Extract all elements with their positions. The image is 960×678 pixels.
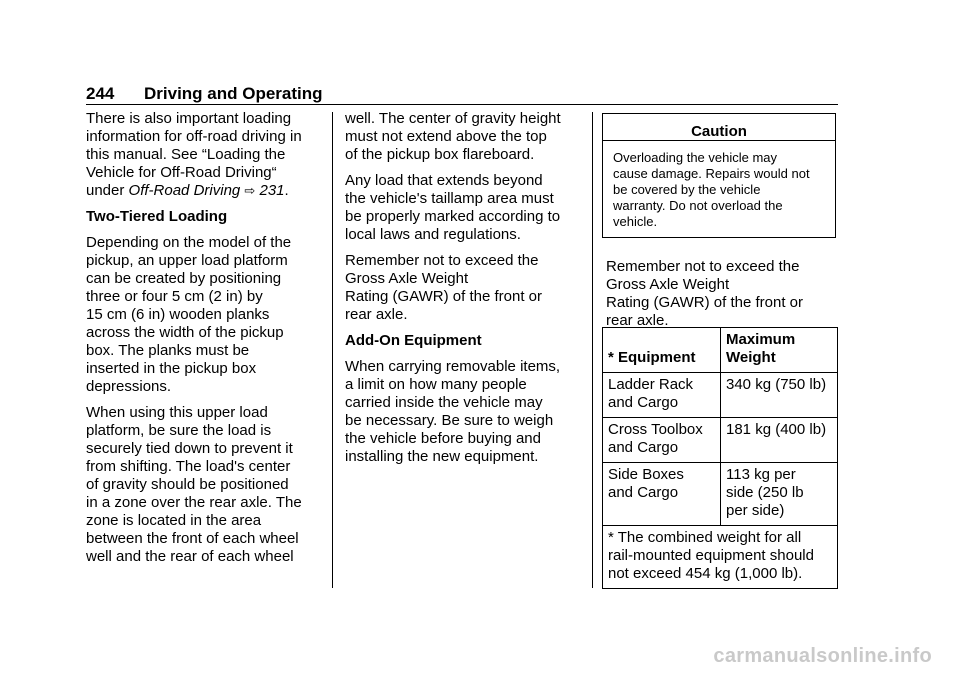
weight-cell	[721, 373, 837, 417]
text-line: carried inside the vehicle may	[345, 394, 543, 411]
text-line: the vehicle's taillamp area must	[345, 190, 554, 207]
cross-reference-link[interactable]: Off-Road Driving	[128, 182, 241, 199]
cell-line: 113 kg per	[726, 466, 796, 483]
footnote-line: not exceed 454 kg (1,000 lb).	[608, 565, 803, 582]
text-line: There is also important loading	[86, 110, 292, 127]
watermark: carmanualsonline.info	[713, 645, 932, 667]
text-line: 15 cm (6 in) wooden planks	[86, 306, 270, 323]
caution-body	[603, 141, 835, 230]
cross-reference-line	[86, 182, 302, 200]
equipment-weight-table	[602, 327, 838, 589]
text-line: installing the new equipment.	[345, 448, 539, 465]
cell-line: 340 kg (750 lb)	[726, 376, 827, 393]
text-line: Remember not to exceed the	[606, 258, 800, 275]
text-line: be properly marked according to	[345, 208, 561, 225]
column-divider-1	[332, 112, 333, 588]
column-2	[345, 110, 561, 474]
text-line: from shifting. The load's center	[86, 458, 291, 475]
cell-line: Ladder Rack	[608, 376, 694, 393]
page-reference-arrow-icon: ⇨	[244, 183, 256, 198]
cell-line: and Cargo	[608, 484, 679, 501]
header-rule	[86, 104, 838, 105]
text-line: of gravity should be positioned	[86, 476, 289, 493]
weight-cell	[721, 463, 837, 525]
cell-line: 181 kg (400 lb)	[726, 421, 827, 438]
table-row	[603, 463, 837, 526]
equipment-cell	[603, 463, 721, 525]
text-line: cause damage. Repairs would not	[613, 166, 810, 181]
under-text: under	[86, 182, 125, 199]
text-line: can be created by positioning	[86, 270, 282, 287]
text-line: warranty. Do not overload the	[613, 198, 783, 213]
text-line: rear axle.	[345, 306, 408, 323]
header-equipment-label: * Equipment	[608, 349, 696, 366]
text-line: this manual. See “Loading the	[86, 146, 286, 163]
text-line: be covered by the vehicle	[613, 182, 761, 197]
paragraph	[86, 404, 302, 566]
column-divider-2	[592, 112, 593, 588]
text-line: When carrying removable items,	[345, 358, 561, 375]
caution-box	[602, 113, 836, 238]
text-line: across the width of the pickup	[86, 324, 284, 341]
text-line: between the front of each wheel	[86, 530, 299, 547]
column-3-paragraph	[606, 258, 803, 330]
header-weight	[721, 328, 837, 372]
weight-cell	[721, 418, 837, 462]
text-line: Gross Axle Weight	[606, 276, 730, 293]
text-line: Rating (GAWR) of the front or	[606, 294, 804, 311]
text-line: rear axle.	[606, 312, 669, 329]
paragraph	[345, 358, 561, 466]
text-line: information for off-road driving in	[86, 128, 302, 145]
cell-line: per side)	[726, 502, 785, 519]
table-header-row	[603, 328, 837, 373]
caution-title: Caution	[603, 114, 835, 141]
paragraph	[86, 234, 302, 396]
text-line: three or four 5 cm (2 in) by	[86, 288, 263, 305]
text-line: zone is located in the area	[86, 512, 262, 529]
paragraph	[345, 172, 561, 244]
text-line: the vehicle before buying and	[345, 430, 541, 447]
text-line: in a zone over the rear axle. The	[86, 494, 302, 511]
header-weight-line: Maximum	[726, 331, 796, 348]
page-number: 244	[86, 84, 115, 103]
text-line: Rating (GAWR) of the front or	[345, 288, 543, 305]
text-line: be necessary. Be sure to weigh	[345, 412, 554, 429]
table-row	[603, 418, 837, 463]
cell-line: Side Boxes	[608, 466, 684, 483]
text-line: securely tied down to prevent it	[86, 440, 293, 457]
text-line: When using this upper load	[86, 404, 268, 421]
cell-line: Cross Toolbox	[608, 421, 703, 438]
section-heading-add-on-equipment: Add-On Equipment	[345, 332, 482, 349]
table-footnote-row	[603, 526, 837, 588]
period: .	[284, 182, 289, 199]
text-line: Overloading the vehicle may	[613, 150, 778, 165]
text-line: Any load that extends beyond	[345, 172, 543, 189]
text-line: box. The planks must be	[86, 342, 250, 359]
cross-reference-page[interactable]: 231	[259, 182, 285, 199]
text-line: platform, be sure the load is	[86, 422, 272, 439]
footnote-line: * The combined weight for all	[608, 529, 802, 546]
paragraph	[345, 110, 561, 164]
intro-paragraph	[86, 110, 302, 200]
text-line: Remember not to exceed the	[345, 252, 539, 269]
paragraph	[345, 252, 561, 324]
equipment-cell	[603, 373, 721, 417]
text-line: well and the rear of each wheel	[86, 548, 294, 565]
text-line: local laws and regulations.	[345, 226, 521, 243]
column-1	[86, 110, 302, 574]
header-equipment	[603, 328, 721, 372]
text-line: Depending on the model of the	[86, 234, 292, 251]
cell-line: side (250 lb	[726, 484, 804, 501]
equipment-cell	[603, 418, 721, 462]
cell-line: and Cargo	[608, 439, 679, 456]
text-line: inserted in the pickup box	[86, 360, 257, 377]
table-footnote	[603, 526, 818, 588]
text-line: well. The center of gravity height	[345, 110, 561, 127]
table-row	[603, 373, 837, 418]
section-title: Driving and Operating	[144, 84, 323, 103]
header-weight-line: Weight	[726, 349, 776, 366]
text-line: Gross Axle Weight	[345, 270, 469, 287]
cell-line: and Cargo	[608, 394, 679, 411]
text-line: pickup, an upper load platform	[86, 252, 288, 269]
page-header	[86, 84, 323, 104]
section-heading-two-tiered-loading: Two-Tiered Loading	[86, 208, 228, 225]
text-line: Vehicle for Off-Road Driving“	[86, 164, 277, 181]
text-line: must not extend above the top	[345, 128, 547, 145]
text-line: vehicle.	[613, 214, 658, 229]
footnote-line: rail-mounted equipment should	[608, 547, 814, 564]
text-line: a limit on how many people	[345, 376, 527, 393]
text-line: of the pickup box flareboard.	[345, 146, 535, 163]
text-line: depressions.	[86, 378, 172, 395]
